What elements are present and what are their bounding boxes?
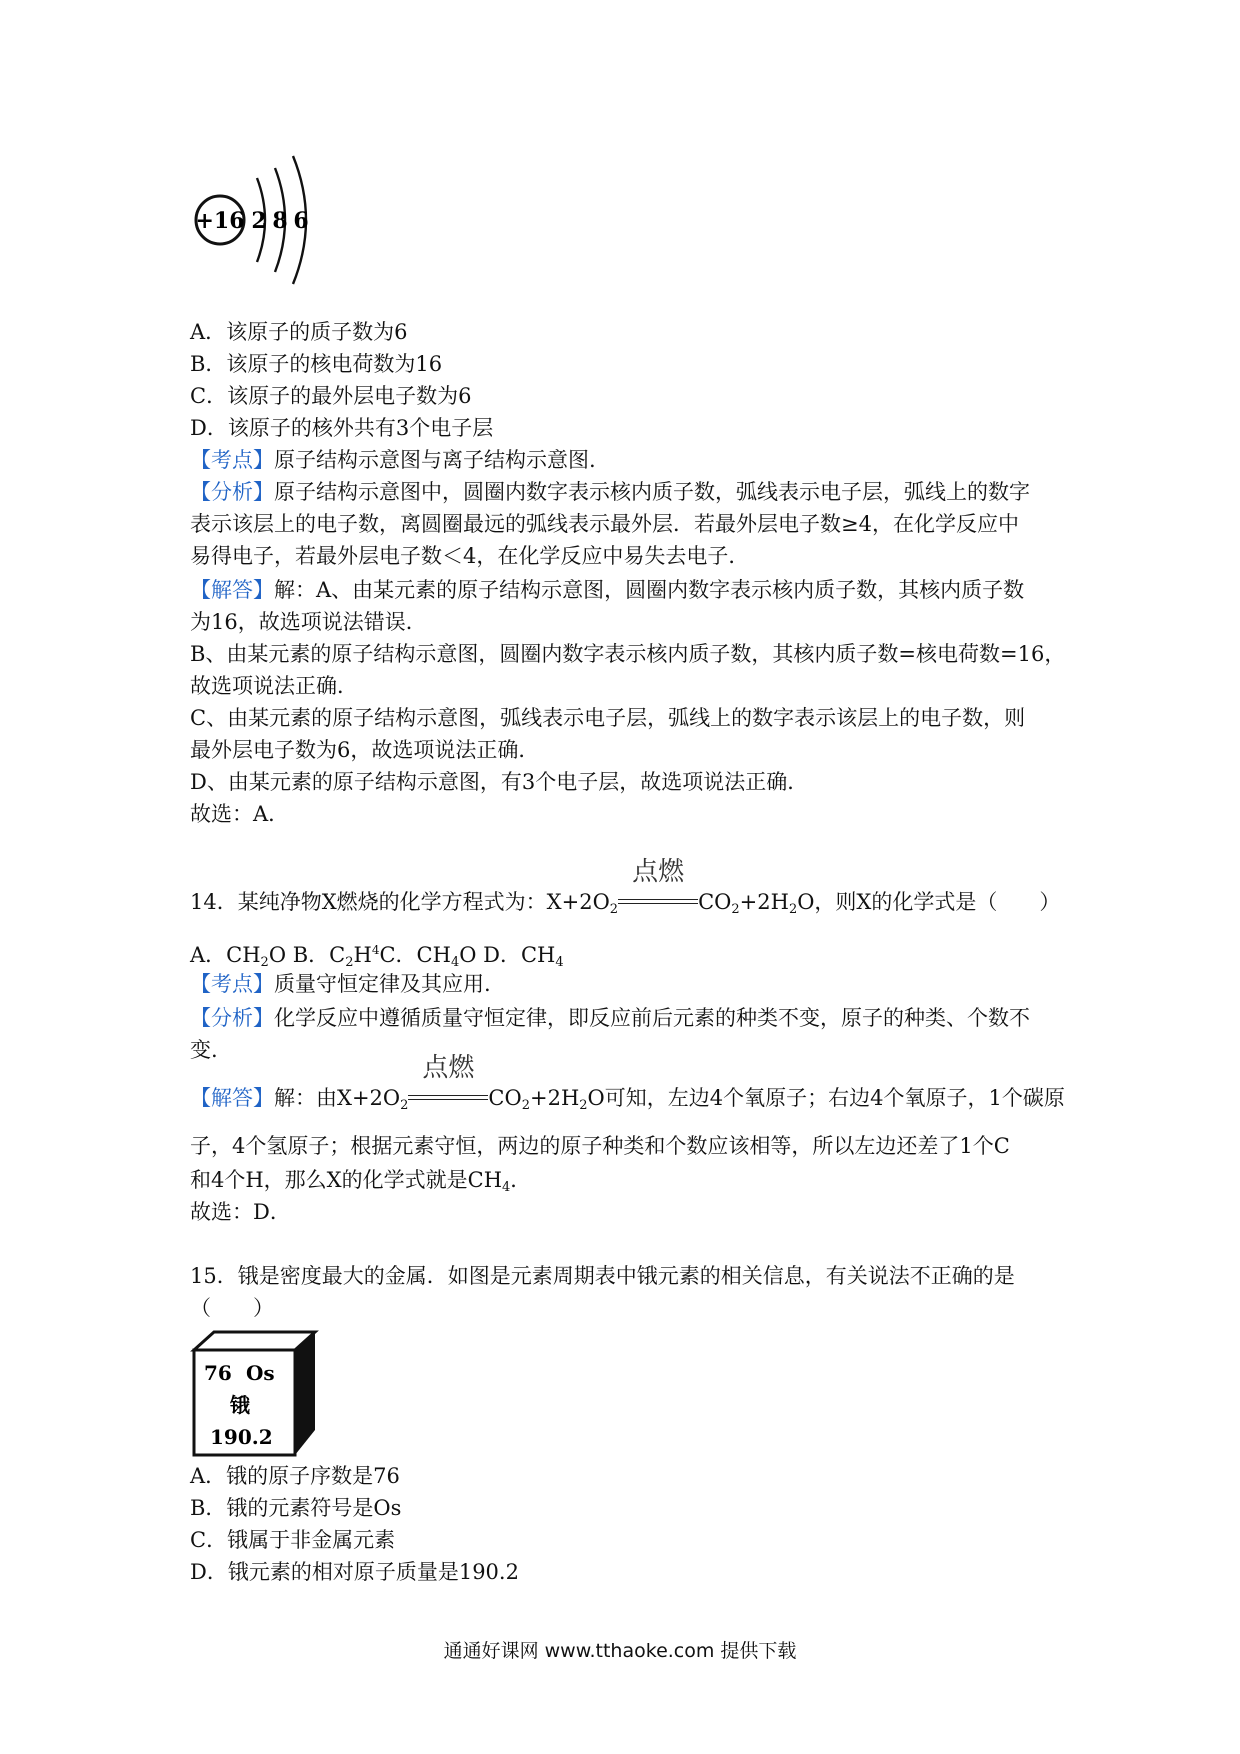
co2-subscript: 2 [731, 902, 740, 917]
ch4-subscript: 4 [502, 1180, 511, 1195]
q13-fenxi-line-2: 表示该层上的电子数，离圆圈最远的弧线表示最外层．若最外层电子数≥4，在化学反应中 [190, 512, 1019, 536]
q13-jieda-line-7: D、由某元素的原子结构示意图，有3个电子层，故选项说法正确． [190, 770, 809, 794]
shell-electrons-3: 6 [293, 208, 309, 234]
q13-jieda-line-1 [190, 576, 1024, 604]
q14-option-b-sub: 2 [345, 955, 354, 970]
o2-subscript: 2 [609, 902, 619, 917]
q15-option-d: D．锇元素的相对原子质量是190.2 [190, 1560, 519, 1584]
kaodian-text: 质量守恒定律及其应用. [274, 972, 491, 996]
jieda-line3-post: ． [510, 1168, 532, 1192]
fenxi-text: 原子结构示意图中，圆圈内数字表示核内质子数，弧线表示电子层，弧线上的数字 [274, 480, 1030, 504]
q14-kaodian [190, 970, 491, 998]
element-symbol: Os [246, 1361, 275, 1385]
q14-option-c-sub: 4 [450, 955, 460, 970]
nucleus-charge: +16 [195, 208, 245, 234]
element-name: 锇 [230, 1393, 250, 1417]
q15-stem-paren: （ ） [190, 1296, 274, 1320]
reaction-condition: 点燃 [632, 857, 685, 887]
q13-fenxi-line-1 [190, 478, 1030, 506]
jieda-line3-pre: 和4个H，那么X的化学式就是CH [190, 1168, 503, 1192]
kaodian-text: 原子结构示意图与离子结构示意图. [274, 448, 596, 472]
q13-jieda-line-8: 故选：A． [190, 802, 290, 826]
element-number: 76 [204, 1361, 232, 1385]
shell-electrons-1: 2 [251, 208, 267, 234]
q14-option-b-sup: 4 [371, 943, 380, 957]
q14-stem [190, 857, 1061, 924]
q15-option-b: B．锇的元素符号是Os [190, 1496, 402, 1520]
q14-option-d-sub: 4 [555, 955, 564, 970]
q13-jieda-line-5: C、由某元素的原子结构示意图，弧线表示电子层，弧线上的数字表示该层上的电子数，则 [190, 706, 1026, 730]
q14-option-c: C．CH [379, 943, 451, 967]
q14-option-a-sub: 2 [260, 955, 269, 970]
q15-option-c: C．锇属于非金属元素 [190, 1528, 396, 1552]
h2o-subscript: 2 [788, 902, 798, 917]
q13-jieda-line-4: 故选项说法正确． [190, 674, 358, 698]
element-mass: 190.2 [210, 1425, 273, 1449]
jieda-text: 解：A、由某元素的原子结构示意图，圆圈内数字表示核内质子数，其核内质子数 [274, 578, 1025, 602]
q14-fenxi-line-2: 变. [190, 1038, 218, 1062]
q13-fenxi-line-3: 易得电子，若最外层电子数＜4，在化学反应中易失去电子． [190, 544, 750, 568]
reaction-condition: 点燃 [422, 1053, 475, 1083]
periodic-element-tile [190, 1330, 320, 1460]
jieda-tag: 【解答】 [190, 578, 274, 602]
shell-electrons-2: 8 [272, 208, 288, 234]
q13-kaodian [190, 446, 596, 474]
kaodian-tag: 【考点】 [190, 448, 274, 472]
q14-stem-post: O，则X的化学式是（ ） [797, 890, 1061, 914]
q14-jieda-line-3 [190, 1166, 531, 1202]
q13-option-d: D．该原子的核外共有3个电子层 [190, 416, 494, 440]
h2o-subscript: 2 [579, 1098, 588, 1113]
q13-option-c: C．该原子的最外层电子数为6 [190, 384, 472, 408]
co2-subscript: 2 [521, 1098, 530, 1113]
h2o-formula: +2H [529, 1086, 580, 1110]
q14-jieda-line-4: 故选：D． [190, 1200, 291, 1224]
q13-jieda-line-6: 最外层电子数为6，故选项说法正确． [190, 738, 540, 762]
q15-stem: 15．锇是密度最大的金属．如图是元素周期表中锇元素的相关信息，有关说法不正确的是 [190, 1264, 1015, 1288]
q14-stem-pre: 14．某纯净物X燃烧的化学方程式为：X+2O [190, 890, 610, 914]
co2-formula: CO [488, 1086, 522, 1110]
q13-option-b: B．该原子的核电荷数为16 [190, 352, 443, 376]
q14-option-b-h: H [353, 943, 372, 967]
reaction-arrow [618, 857, 698, 916]
q13-option-a: A．该原子的质子数为6 [190, 320, 408, 344]
atom-structure-diagram [185, 150, 325, 290]
jieda-tag: 【解答】 [190, 1086, 274, 1110]
o2-subscript: 2 [400, 1098, 409, 1113]
q13-jieda-line-3: B、由某元素的原子结构示意图，圆圈内数字表示核内质子数，其核内质子数=核电荷数=16， [190, 642, 1066, 666]
page-footer: 通通好课网 www.tthaoke.com 提供下载 [443, 1640, 797, 1662]
q15-option-a: A．锇的原子序数是76 [190, 1464, 400, 1488]
reaction-arrow [408, 1053, 488, 1112]
kaodian-tag: 【考点】 [190, 972, 274, 996]
jieda-post: O可知，左边4个氧原子；右边4个氧原子，1个碳原 [587, 1086, 1065, 1110]
fenxi-tag: 【分析】 [190, 1006, 274, 1030]
q14-option-b: O B．C [268, 943, 346, 967]
fenxi-tag: 【分析】 [190, 480, 274, 504]
q14-option-d: O D．CH [459, 943, 556, 967]
q14-jieda-line-2: 子，4个氢原子；根据元素守恒，两边的原子种类和个数应该相等，所以左边还差了1个C [190, 1134, 1010, 1158]
h2o-formula: +2H [739, 890, 789, 914]
q14-jieda-line-1 [190, 1053, 1065, 1120]
q13-jieda-line-2: 为16，故选项说法错误． [190, 610, 427, 634]
fenxi-text: 化学反应中遵循质量守恒定律，即反应前后元素的种类不变，原子的种类、个数不 [274, 1006, 1030, 1030]
co2-formula: CO [698, 890, 732, 914]
q14-option-a: A．CH [190, 943, 261, 967]
jieda-pre: 解：由X+2O [274, 1086, 401, 1110]
q14-fenxi-line-1 [190, 1004, 1030, 1032]
